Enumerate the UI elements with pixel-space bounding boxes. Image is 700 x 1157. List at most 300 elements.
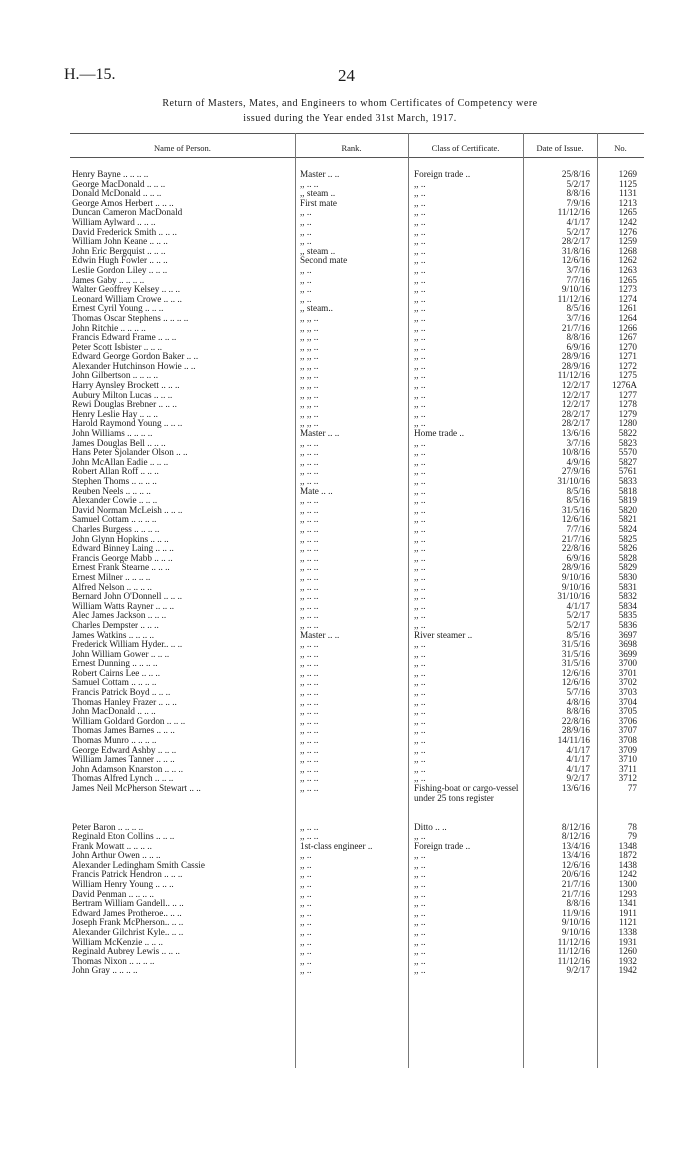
certificate-class-cell: ,, .. <box>414 850 426 861</box>
certificate-class-cell: ,, .. <box>414 648 426 659</box>
certificate-class-cell: ,, .. <box>414 178 426 189</box>
rank-cell: ,, .. .. <box>300 620 319 630</box>
certificate-class-cell: ,, .. <box>414 879 426 890</box>
person-name-cell: John MacDonald .. .. .. <box>72 707 156 717</box>
certificate-class-cell: ,, .. <box>414 418 426 429</box>
person-name-cell: Peter Scott Isbister .. .. .. <box>72 342 163 352</box>
certificate-class-cell: ,, .. <box>414 360 426 371</box>
date-of-issue-cell: 9/2/17 <box>566 773 590 784</box>
rank-cell: ,, .. <box>300 851 312 861</box>
certificate-class-cell: ,, .. <box>414 725 426 736</box>
rank-cell: ,, .. .. <box>300 448 319 458</box>
certificate-class-cell: ,, .. <box>414 389 426 400</box>
certificate-number-cell: 1279 <box>618 408 637 419</box>
person-name-cell: Harry Aynsley Brockett .. .. .. <box>72 381 180 391</box>
certificate-class-cell: ,, .. <box>414 898 426 909</box>
date-of-issue-cell: 7/7/16 <box>566 274 590 285</box>
date-of-issue-cell: 5/2/17 <box>566 226 590 237</box>
certificate-number-cell: 1438 <box>618 859 637 870</box>
rank-cell: ,, .. <box>300 966 312 976</box>
certificate-number-cell: 5832 <box>618 591 637 602</box>
table-row <box>0 371 700 381</box>
certificate-class-cell: ,, .. <box>414 773 426 784</box>
rank-cell: ,, .. <box>300 294 312 304</box>
certificate-number-cell: 5819 <box>618 495 637 506</box>
date-of-issue-cell: 8/8/16 <box>566 332 590 343</box>
rank-cell: Master .. .. <box>300 429 340 439</box>
table-row <box>0 429 700 439</box>
date-of-issue-cell: 8/12/16 <box>561 821 590 832</box>
person-name-cell: David Penman .. .. .. .. <box>72 889 154 899</box>
certificate-class-cell: Foreign trade .. <box>414 169 471 179</box>
certificate-class-cell: ,, .. <box>414 264 426 275</box>
certificate-class-cell: ,, .. <box>414 495 426 506</box>
certificate-class-cell: ,, .. <box>414 619 426 630</box>
table-row <box>0 659 700 669</box>
date-of-issue-cell: 28/2/17 <box>561 236 590 247</box>
certificate-number-cell: 5823 <box>618 437 637 448</box>
certificate-number-cell: 1278 <box>618 399 637 410</box>
certificate-number-cell: 1348 <box>618 840 637 851</box>
rank-cell: ,, .. .. <box>300 832 319 842</box>
table-row <box>0 189 700 199</box>
rank-cell: ,, .. .. <box>300 582 319 592</box>
person-name-cell: James Neil McPherson Stewart .. .. <box>72 784 201 793</box>
person-name-cell: Leonard William Crowe .. .. .. <box>72 294 182 304</box>
person-name-cell: Ernest Milner .. .. .. .. <box>72 572 151 582</box>
date-of-issue-cell: 12/2/17 <box>561 389 590 400</box>
certificate-number-cell: 1280 <box>618 418 637 429</box>
certificate-class-cell: ,, .. <box>414 236 426 247</box>
date-of-issue-cell: 4/1/17 <box>566 744 590 755</box>
date-of-issue-cell: 9/10/16 <box>561 284 590 295</box>
date-of-issue-cell: 9/10/16 <box>561 917 590 928</box>
date-of-issue-cell: 4/1/17 <box>566 754 590 765</box>
certificate-class-cell: ,, .. <box>414 763 426 774</box>
rank-cell: ,, .. <box>300 908 312 918</box>
table-row <box>0 256 700 266</box>
table-row <box>0 506 700 516</box>
table-row <box>0 755 700 765</box>
rank-cell: ,, .. <box>300 860 312 870</box>
table-row <box>0 851 700 861</box>
table-row <box>0 218 700 228</box>
table-row <box>0 180 700 190</box>
certificate-class-cell: ,, .. <box>414 965 426 976</box>
rank-cell: ,, .. .. <box>300 601 319 611</box>
date-of-issue-cell: 7/9/16 <box>566 197 590 208</box>
table-row <box>0 966 700 976</box>
person-name-cell: John McAllan Eadie .. .. .. <box>72 457 169 467</box>
rank-cell: ,, .. .. <box>300 524 319 534</box>
certificate-number-cell: 1121 <box>618 917 637 928</box>
table-row <box>0 448 700 458</box>
certificate-class-cell: Foreign trade .. <box>414 840 471 851</box>
page-number: 24 <box>338 66 355 85</box>
rank-cell: ,, .. .. <box>300 572 319 582</box>
person-name-cell: John Arthur Owen .. .. .. <box>72 851 161 861</box>
certificate-number-cell: 1932 <box>618 955 637 966</box>
certificate-class-cell: River steamer .. <box>414 629 473 640</box>
table-row <box>0 631 700 641</box>
person-name-cell: George Amos Herbert .. .. .. <box>72 198 174 208</box>
table-row <box>0 352 700 362</box>
person-name-cell: Robert Cairns Lee .. .. .. <box>72 668 161 678</box>
person-name-cell: James Douglas Bell .. .. .. <box>72 438 166 448</box>
rank-cell: ,, .. .. <box>300 764 319 774</box>
table-row <box>0 938 700 948</box>
certificate-number-cell: 1268 <box>618 245 637 256</box>
person-name-cell: Donald McDonald .. .. .. <box>72 189 162 199</box>
person-name-cell: Frank Mowatt .. .. .. .. <box>72 841 152 851</box>
person-name-cell: Robert Allan Roff .. .. .. <box>72 467 159 477</box>
date-of-issue-cell: 31/10/16 <box>557 591 590 602</box>
person-name-cell: Ernest Frank Stearne .. .. .. <box>72 563 170 573</box>
certificate-number-cell: 5761 <box>618 466 637 477</box>
rank-cell: ,, ,, .. <box>300 371 319 381</box>
person-name-cell: Thomas Hanley Frazer .. .. .. <box>72 697 177 707</box>
date-of-issue-cell: 4/1/17 <box>566 216 590 227</box>
certificate-number-cell: 1276A <box>611 380 637 391</box>
certificate-class-cell: ,, .. <box>414 667 426 678</box>
rank-cell: Mate .. .. <box>300 486 333 496</box>
certificate-number-cell: 5825 <box>618 533 637 544</box>
certificate-number-cell: 1265 <box>618 207 637 218</box>
certificate-number-cell: 5831 <box>618 581 637 592</box>
date-of-issue-cell: 31/10/16 <box>557 476 590 486</box>
certificate-number-cell: 1264 <box>618 312 637 323</box>
person-name-cell: James Watkins .. .. .. .. <box>72 630 155 640</box>
rank-cell: ,, .. .. <box>300 534 319 544</box>
table-row <box>0 928 700 938</box>
date-of-issue-cell: 8/8/16 <box>566 898 590 909</box>
certificate-class-cell: ,, .. <box>414 466 426 477</box>
date-of-issue-cell: 8/5/16 <box>566 629 590 640</box>
certificate-number-cell: 3699 <box>618 648 637 659</box>
person-name-cell: William Watts Rayner .. .. .. <box>72 601 175 611</box>
table-row <box>0 381 700 391</box>
certificate-number-cell: 1293 <box>618 888 637 899</box>
table-row <box>0 640 700 650</box>
table-title-line-1: Return of Masters, Mates, and Engineers to whom Certificates of Competency were <box>162 98 538 109</box>
rank-cell: ,, .. <box>300 208 312 218</box>
certificate-class-cell: ,, .. <box>414 658 426 669</box>
rank-cell: ,, .. .. <box>300 697 319 707</box>
table-row <box>0 266 700 276</box>
certificate-class-cell: ,, .. <box>414 245 426 256</box>
certificate-class-cell: Fishing-boat or cargo-vessel under 25 tons register <box>414 783 519 803</box>
rank-cell: ,, .. .. <box>300 179 319 189</box>
date-of-issue-cell: 4/1/17 <box>566 763 590 774</box>
column-header-name: Name of Person. <box>154 143 211 153</box>
table-row <box>0 170 700 180</box>
certificate-class-cell: ,, .. <box>414 332 426 343</box>
certificate-class-cell: ,, .. <box>414 859 426 870</box>
table-row <box>0 324 700 334</box>
certificate-class-cell: ,, .. <box>414 735 426 746</box>
certificate-number-cell: 1242 <box>618 216 637 227</box>
rank-cell: ,, ,, .. <box>300 390 319 400</box>
table-row <box>0 774 700 784</box>
table-row <box>0 698 700 708</box>
certificate-number-cell: 1242 <box>618 869 637 880</box>
person-name-cell: John Gray .. .. .. .. <box>72 966 138 976</box>
table-row <box>0 199 700 209</box>
certificate-class-cell: ,, .. <box>414 504 426 515</box>
certificate-number-cell: 1131 <box>618 188 637 199</box>
person-name-cell: William John Keane .. .. .. <box>72 237 168 247</box>
certificate-number-cell: 3703 <box>618 687 637 698</box>
certificate-class-cell: ,, .. <box>414 936 426 947</box>
date-of-issue-cell: 4/1/17 <box>566 600 590 611</box>
certificate-class-cell: ,, .. <box>414 600 426 611</box>
table-row <box>0 419 700 429</box>
rank-cell: ,, .. .. <box>300 467 319 477</box>
date-of-issue-cell: 12/6/16 <box>561 677 590 688</box>
certificate-number-cell: 1300 <box>618 879 637 890</box>
table-row <box>0 467 700 477</box>
person-name-cell: Charles Dempster .. .. .. <box>72 620 159 630</box>
rank-cell: ,, .. .. <box>300 707 319 717</box>
table-row <box>0 621 700 631</box>
certificate-number-cell: 1911 <box>618 907 637 918</box>
certificate-class-cell: Home trade .. <box>414 428 465 439</box>
certificate-number-cell: 1261 <box>618 303 637 314</box>
rank-cell: ,, ,, .. <box>300 333 319 343</box>
person-name-cell: Alexander Cowie .. .. .. <box>72 496 158 506</box>
table-row <box>0 890 700 900</box>
table-row <box>0 707 700 717</box>
person-name-cell: Thomas Alfred Lynch .. .. .. <box>72 774 174 784</box>
table-row <box>0 314 700 324</box>
certificate-number-cell: 3702 <box>618 677 637 688</box>
date-of-issue-cell: 31/8/16 <box>561 245 590 256</box>
rank-cell: ,, steam .. <box>300 246 336 256</box>
rank-cell: ,, ,, .. <box>300 323 319 333</box>
rank-cell: Second mate <box>300 256 348 266</box>
person-name-cell: William Goldard Gordon .. .. .. <box>72 716 186 726</box>
certificate-class-cell: ,, .. <box>414 744 426 755</box>
date-of-issue-cell: 11/12/16 <box>557 955 590 966</box>
date-of-issue-cell: 11/12/16 <box>557 946 590 957</box>
rank-cell: ,, .. .. <box>300 640 319 650</box>
rank-cell: ,, .. <box>300 275 312 285</box>
person-name-cell: Alfred Nelson .. .. .. .. <box>72 582 152 592</box>
table-row <box>0 573 700 583</box>
certificate-class-cell: ,, .. <box>414 831 426 842</box>
date-of-issue-cell: 6/9/16 <box>566 341 590 352</box>
rank-cell: ,, .. .. <box>300 649 319 659</box>
table-row <box>0 333 700 343</box>
date-of-issue-cell: 22/8/16 <box>561 715 590 726</box>
person-name-cell: Edward George Gordon Baker .. .. <box>72 352 199 362</box>
certificate-class-cell: ,, .. <box>414 437 426 448</box>
rank-cell: ,, .. .. <box>300 688 319 698</box>
table-row <box>0 515 700 525</box>
table-row <box>0 870 700 880</box>
person-name-cell: Charles Burgess .. .. .. .. <box>72 524 160 534</box>
person-name-cell: Reginald Aubrey Lewis .. .. .. <box>72 947 180 957</box>
column-header-rank: Rank. <box>341 143 362 153</box>
person-name-cell: David Frederick Smith .. .. .. <box>72 227 177 237</box>
certificate-class-cell: ,, .. <box>414 581 426 592</box>
certificate-class-cell: ,, .. <box>414 706 426 717</box>
date-of-issue-cell: 13/6/16 <box>561 783 590 793</box>
certificate-number-cell: 1274 <box>618 293 637 304</box>
date-of-issue-cell: 13/4/16 <box>561 850 590 861</box>
certificate-class-cell: ,, .. <box>414 370 426 381</box>
rank-cell: ,, .. .. <box>300 515 319 525</box>
certificate-number-cell: 5833 <box>618 476 637 486</box>
person-name-cell: Ernest Cyril Young .. .. .. <box>72 304 164 314</box>
person-name-cell: John Eric Bergquist .. .. .. <box>72 246 166 256</box>
rank-cell: ,, ,, .. <box>300 342 319 352</box>
certificate-class-cell: ,, .. <box>414 476 426 486</box>
rank-cell: ,, .. .. <box>300 668 319 678</box>
person-name-cell: Stephen Thoms .. .. .. .. <box>72 477 157 486</box>
person-name-cell: Edward Binney Laing .. .. .. <box>72 544 174 554</box>
person-name-cell: William Aylward .. .. .. <box>72 217 156 227</box>
certificate-number-cell: 3709 <box>618 744 637 755</box>
rank-cell: ,, .. <box>300 285 312 295</box>
header-bottom-rule <box>70 157 644 158</box>
certificate-number-cell: 1125 <box>618 178 637 189</box>
date-of-issue-cell: 7/7/16 <box>566 523 590 534</box>
certificate-number-cell: 1270 <box>618 341 637 352</box>
date-of-issue-cell: 9/10/16 <box>561 571 590 582</box>
date-of-issue-cell: 12/6/16 <box>561 514 590 525</box>
certificate-class-cell: ,, .. <box>414 284 426 295</box>
date-of-issue-cell: 31/5/16 <box>561 504 590 515</box>
person-name-cell: Walter Geoffrey Kelsey .. .. .. <box>72 285 181 295</box>
date-of-issue-cell: 12/6/16 <box>561 859 590 870</box>
date-of-issue-cell: 5/2/17 <box>566 610 590 621</box>
table-row <box>0 400 700 410</box>
person-name-cell: Reuben Neels .. .. .. .. <box>72 486 151 496</box>
certificate-number-cell: 3701 <box>618 667 637 678</box>
rank-cell: ,, .. .. <box>300 592 319 602</box>
certificate-number-cell: 3707 <box>618 725 637 736</box>
certificate-class-cell: ,, .. <box>414 955 426 966</box>
table-row <box>0 362 700 372</box>
person-name-cell: Henry Bayne .. .. .. .. <box>72 170 149 179</box>
certificate-class-cell: ,, .. <box>414 696 426 707</box>
person-name-cell: Aubury Milton Lucas .. .. .. <box>72 390 173 400</box>
certificate-number-cell: 5829 <box>618 562 637 573</box>
rank-cell: ,, .. .. <box>300 755 319 765</box>
date-of-issue-cell: 12/6/16 <box>561 255 590 266</box>
rank-cell: ,, .. .. <box>300 774 319 784</box>
table-row <box>0 726 700 736</box>
table-top-rule <box>70 133 644 134</box>
person-name-cell: Francis Edward Frame .. .. .. <box>72 333 177 343</box>
certificate-class-cell: ,, .. <box>414 533 426 544</box>
person-name-cell: Thomas Oscar Stephens .. .. .. .. <box>72 313 189 323</box>
person-name-cell: William James Tanner .. .. .. <box>72 755 175 765</box>
rank-cell: ,, .. .. <box>300 611 319 621</box>
date-of-issue-cell: 25/8/16 <box>561 169 590 179</box>
table-row <box>0 784 700 823</box>
certificate-class-cell: ,, .. <box>414 927 426 938</box>
certificate-class-cell: ,, .. <box>414 274 426 285</box>
rank-cell: ,, .. <box>300 956 312 966</box>
certificate-class-cell: ,, .. <box>414 341 426 352</box>
rank-cell: ,, .. .. <box>300 505 319 515</box>
table-row <box>0 669 700 679</box>
date-of-issue-cell: 28/9/16 <box>561 562 590 573</box>
person-name-cell: George Edward Ashby .. .. .. <box>72 745 177 755</box>
person-name-cell: Hans Peter Sjolander Olson .. .. <box>72 448 188 458</box>
table-row <box>0 535 700 545</box>
table-row <box>0 947 700 957</box>
table-row <box>0 650 700 660</box>
date-of-issue-cell: 8/8/16 <box>566 706 590 717</box>
rank-cell: ,, .. <box>300 889 312 899</box>
date-of-issue-cell: 11/12/16 <box>557 207 590 218</box>
table-row <box>0 458 700 468</box>
certificate-class-cell: ,, .. <box>414 293 426 304</box>
table-row <box>0 765 700 775</box>
rank-cell: ,, .. .. <box>300 784 319 793</box>
person-name-cell: Reginald Eton Collins .. .. .. <box>72 832 175 842</box>
certificate-class-cell: ,, .. <box>414 456 426 467</box>
person-name-cell: Edward James Protheroe.. .. .. <box>72 908 182 918</box>
table-row <box>0 276 700 286</box>
certificate-number-cell: 3700 <box>618 658 637 669</box>
table-row <box>0 842 700 852</box>
table-row <box>0 736 700 746</box>
certificate-class-cell: ,, .. <box>414 380 426 391</box>
rank-cell: ,, .. .. <box>300 544 319 554</box>
certificate-number-cell: 3697 <box>618 629 637 640</box>
person-name-cell: Bernard John O'Donnell .. .. .. <box>72 592 183 602</box>
certificate-class-cell: ,, .. <box>414 303 426 314</box>
rank-cell: ,, ,, .. <box>300 400 319 410</box>
certificate-number-cell: 3708 <box>618 735 637 746</box>
table-row <box>0 611 700 621</box>
certificate-number-cell: 1271 <box>618 351 637 362</box>
certificate-number-cell: 79 <box>627 831 637 842</box>
certificate-number-cell: 5818 <box>618 485 637 496</box>
table-row <box>0 554 700 564</box>
person-name-cell: Francis Patrick Boyd .. .. .. <box>72 688 171 698</box>
rank-cell: ,, .. <box>300 918 312 928</box>
date-of-issue-cell: 13/6/16 <box>561 428 590 439</box>
certificate-number-cell: 1338 <box>618 927 637 938</box>
person-name-cell: Francis George Mabb .. .. .. <box>72 553 173 563</box>
certificate-number-cell: 5820 <box>618 504 637 515</box>
certificate-class-cell: ,, .. <box>414 907 426 918</box>
person-name-cell: William Henry Young .. .. .. <box>72 880 174 890</box>
rank-cell: ,, .. <box>300 880 312 890</box>
certificate-number-cell: 5830 <box>618 571 637 582</box>
date-of-issue-cell: 22/8/16 <box>561 543 590 554</box>
certificate-class-cell: ,, .. <box>414 610 426 621</box>
rank-cell: Master .. .. <box>300 630 340 640</box>
table-row <box>0 237 700 247</box>
certificate-class-cell: ,, .. <box>414 399 426 410</box>
date-of-issue-cell: 9/10/16 <box>561 581 590 592</box>
certificate-class-cell: ,, .. <box>414 571 426 582</box>
person-name-cell: Frederick William Hyder.. .. .. <box>72 640 183 650</box>
date-of-issue-cell: 8/8/16 <box>566 188 590 199</box>
certificate-number-cell: 5828 <box>618 552 637 563</box>
date-of-issue-cell: 5/7/16 <box>566 687 590 698</box>
person-name-cell: John Ritchie .. .. .. .. <box>72 323 146 333</box>
certificate-class-cell: ,, .. <box>414 351 426 362</box>
date-of-issue-cell: 28/2/17 <box>561 408 590 419</box>
certificate-class-cell: ,, .. <box>414 543 426 554</box>
